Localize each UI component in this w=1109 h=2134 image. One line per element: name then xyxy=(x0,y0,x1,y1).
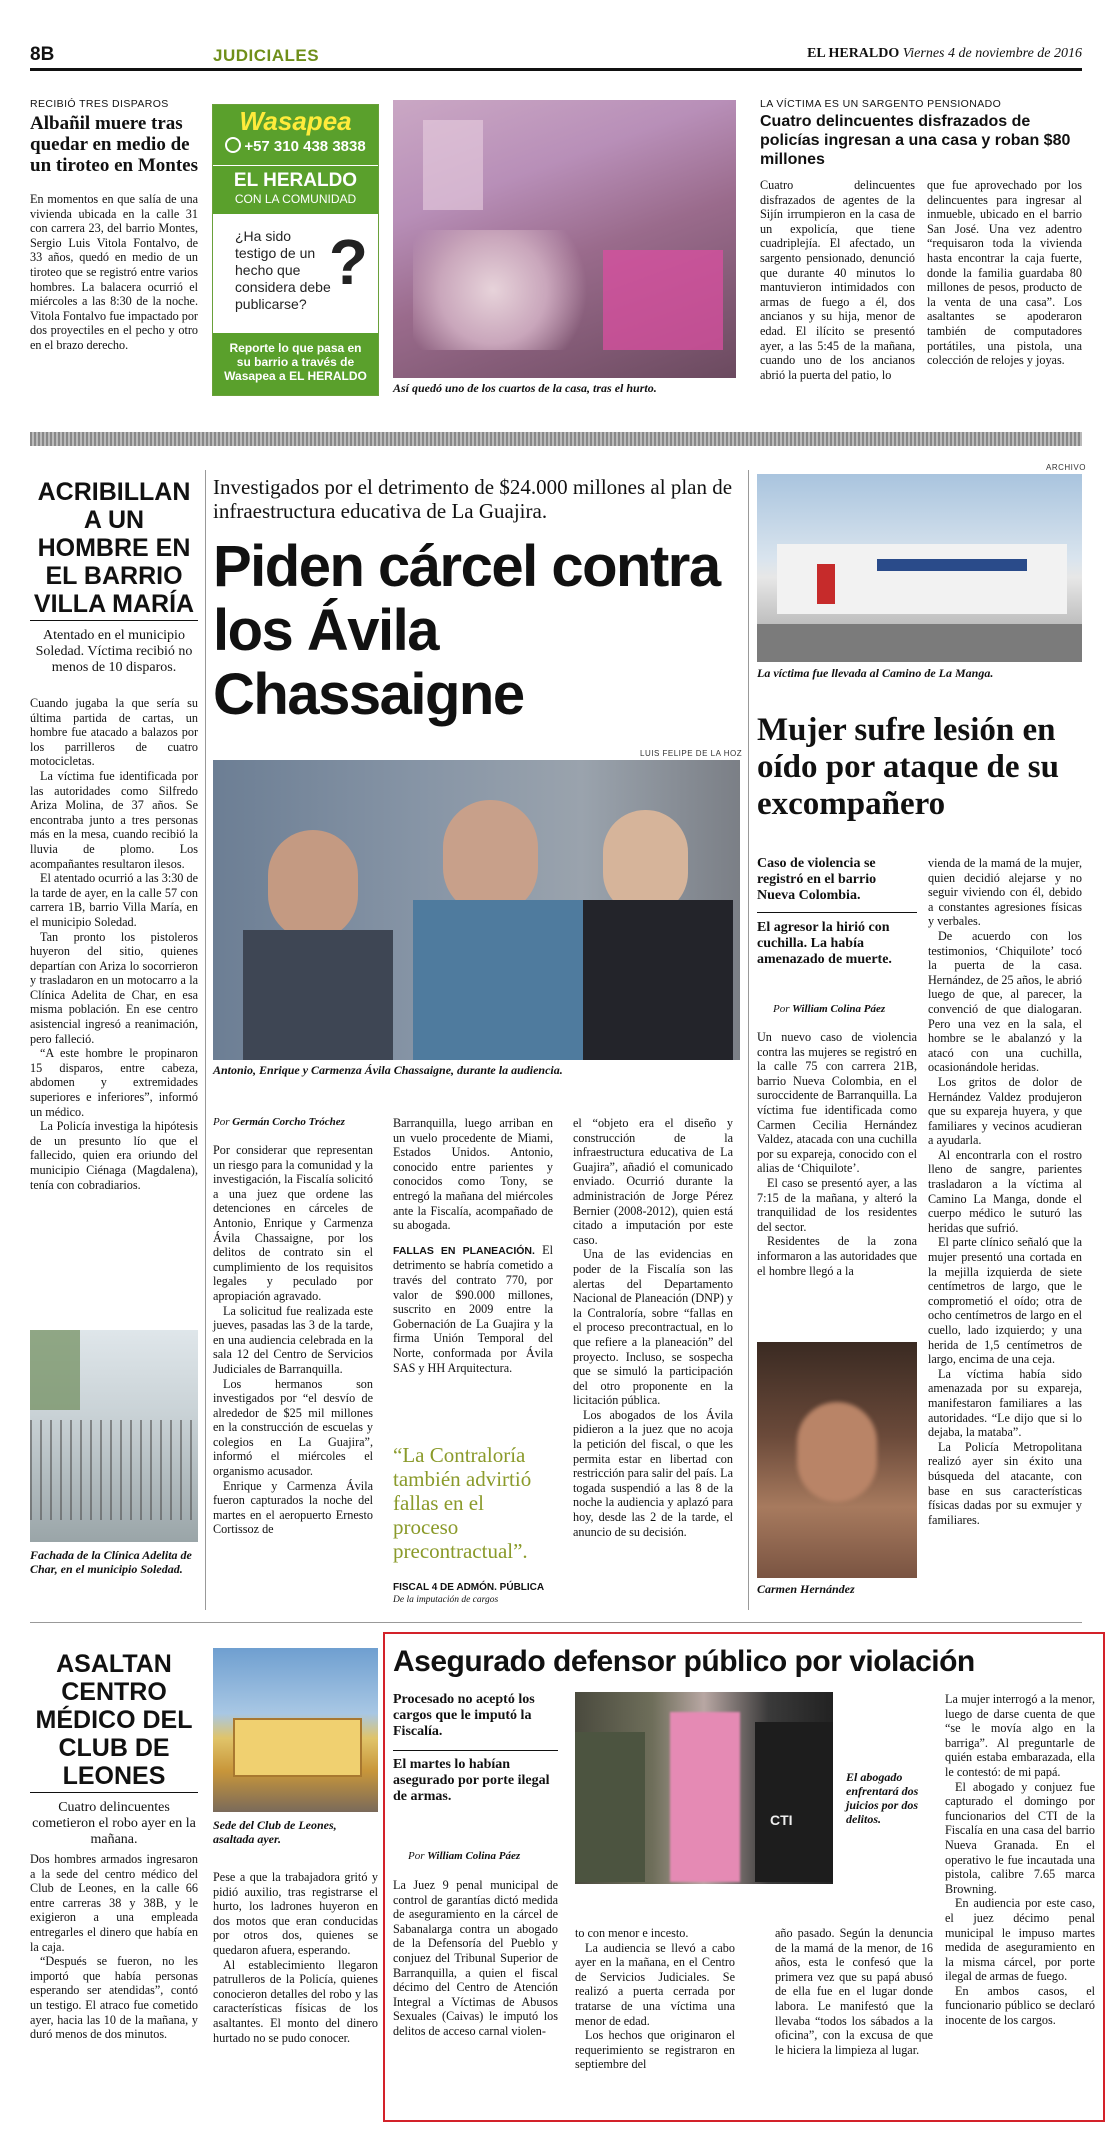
photo-portrait xyxy=(757,1342,917,1578)
story5-paragraph: Un nuevo caso de violencia contra las mujeres se registró en la calle 75 con carrera 21B, barrio Nueva Colombia, en el suroccidente de Barranquilla. La víctima fue identificada como Carmen Cecilia Hernández Valdez, atacada con una cuchilla por su expareja, conocido con el alias de ‘Chiquilote’. xyxy=(757,1030,917,1176)
story5-col1 xyxy=(757,1030,917,1278)
story6-paragraph: Dos hombres armados ingresaron a la sede del centro médico del Club de Leones, en la calle 66 entre carreras 38 y 38B, y le exigieron a una empleada entregarles el dinero que había en la caja. xyxy=(30,1852,198,1954)
story4-headline: Piden cárcel contra los Ávila Chassaigne xyxy=(213,534,720,727)
story7-headline: Asegurado defensor público por violación xyxy=(393,1645,975,1678)
story5-paragraph: vienda de la mamá de la mujer, quien decidió alejarse y no seguir viviendo con él, debido a constantes agresiones físicas y verbales. xyxy=(928,856,1082,929)
story7-deck1: Procesado no aceptó los cargos que le imputó la Fiscalía. xyxy=(393,1692,535,1739)
story7-paragraph: La mujer interrogó a la menor, luego de darse cuenta de que “se le movía algo en la barriga”. Al preguntarle de quién estaba embarazada, ella le contestó: de mi papá. xyxy=(945,1692,1095,1779)
section-rule xyxy=(30,1622,1082,1623)
story5-paragraph: La víctima había sido amenazada por su expareja, manifestaron familiares a las autoridades. “Le dijo que si lo dejaba, la mataba”. xyxy=(928,1366,1082,1440)
story5-paragraph: El parte clínico señaló que la mujer presentó una cortada en la mejilla izquierda de siete centímetros de largo, que le comprometió el oído; otra de ocho centímetros de largo en el cuello, lado izquierdo; y una herida de 1,5 centímetros de largo, encima de una ceja. xyxy=(928,1235,1082,1367)
page-number: 8B xyxy=(30,44,55,65)
story7-paragraph: año pasado. Según la denuncia de la mamá de la menor, de 16 años, esta le confesó que la primera vez que su papá abusó de ella fue en el lugar donde labora. Le manifestó que la llevaba “todos los sábados a la oficina”, con la excusa de que le hiciera la limpieza al lugar. xyxy=(775,1926,933,2057)
story4-col2 xyxy=(393,1116,553,1375)
story3-deck: Atentado en el municipio Soledad. Víctima recibió no menos de 10 disparos. xyxy=(35,628,193,675)
story7-deck2: El martes lo habían asegurado por porte ilegal de armas. xyxy=(393,1757,550,1804)
column-divider xyxy=(748,470,749,1610)
photo-room xyxy=(393,100,736,378)
story3-paragraph: La Policía investiga la hipótesis de un presunto lío que el fallecido, quien era oriundo del municipio Ciénaga (Magdalena), tenía con cobradiarios. xyxy=(30,1119,198,1192)
story6-headline: ASALTAN CENTRO MÉDICO DEL CLUB DE LEONES xyxy=(35,1650,193,1790)
ad-line1: EL HERALDO xyxy=(233,170,358,191)
ad-footer: Reporte lo que pasa en su barrio a través de Wasapea a EL HERALDO xyxy=(213,333,378,395)
story5-col2 xyxy=(928,856,1082,1527)
story3-paragraph: Tan pronto los pistoleros huyeron del sitio, quienes departían con Ariza lo socorrieron y trasladaron en un motocarro a la Clínica Adelita de Char, en esa misma población. En ese centro asistencial ingresó a reanimación, pero falleció. xyxy=(30,929,198,1046)
story6-col2 xyxy=(213,1870,378,2045)
issue-date: Viernes 4 de noviembre de 2016 xyxy=(902,46,1082,61)
story4-paragraph: Por considerar que representan un riesgo para la comunidad y la investigación, la Fiscalía solicitó a una juez que ordene las detenciones en cárceles de Antonio, Enrique y Carmenza Ávila Chassaigne, por los delitos de contrato sin el cumplimiento de los requisitos legales y peculado por apropiación agravado. xyxy=(213,1143,373,1303)
story7-paragraph: El abogado y conjuez fue capturado el domingo por funcionarios del CTI de la Fiscalía en una casa del barrio Nueva Granada. En el operativo le fue incautada una pistola, calibre 7.65 marca Browning. xyxy=(945,1779,1095,1896)
masthead-right xyxy=(740,46,1082,62)
story4-col1 xyxy=(213,1143,373,1537)
story4-photo-credit: LUIS FELIPE DE LA HOZ xyxy=(640,749,743,758)
story7-col2 xyxy=(575,1926,735,2072)
story4-paragraph: Barranquilla, luego arriban en un vuelo procedente de Miami, Estados Unidos. Antonio, conocido entre parientes y conocidos como Tony, se entregó la mañana del miércoles ante la Fiscalía, acompañado de su abogada. xyxy=(393,1116,553,1233)
story5-byline: Por William Colina Páez xyxy=(773,1003,886,1015)
story6-rule xyxy=(30,1792,198,1793)
story4-deck: Investigados por el detrimento de $24.000 millones al plan de infraestructura educativa de La Guajira. xyxy=(213,475,733,523)
photo-clinic xyxy=(30,1330,198,1542)
ad-question: ¿Ha sido testigo de un hecho que considera debe publicarse? ? xyxy=(213,214,378,324)
photo-arrest xyxy=(575,1692,833,1884)
story5-paragraph: Residentes de la zona informaron a las autoridades que el hombre llegó a la xyxy=(757,1234,917,1278)
story7-paragraph: Los hechos que originaron el requerimiento se registraron en septiembre del xyxy=(575,2028,735,2072)
story5-deck-rule xyxy=(757,912,917,913)
story4-subhead: FALLAS EN PLANEACIÓN. xyxy=(393,1244,535,1257)
photo-club xyxy=(213,1648,378,1812)
column-divider xyxy=(205,470,206,1610)
masthead-rule xyxy=(30,68,1082,71)
story5-deck1: Caso de violencia se registró en el barrio Nueva Colombia. xyxy=(757,856,877,903)
story5-photo-credit: ARCHIVO xyxy=(1046,463,1086,472)
story4-paragraph: Enrique y Carmenza Ávila fueron capturados la noche del martes en el aeropuerto Ernesto Cortissoz de xyxy=(213,1478,373,1537)
story4-paragraph: Los abogados de los Ávila pidieron a la juez que no acoja la petición del fiscal, o que les permita estar en libertad con restricción para salir del país. La togada suspendió a las 8 de la noche la audiencia y aplazó para hoy, desde las 2 de la tarde, el anuncio de su decisión. xyxy=(573,1407,733,1539)
photo-hospital-caption: La víctima fue llevada al Camino de La Manga. xyxy=(757,666,994,680)
story5-paragraph: La Policía Metropolitana realizó ayer sin éxito una búsqueda del atacante, con base en sus características físicas dadas por su exmujer y familiares. xyxy=(928,1439,1082,1527)
photo-arrest-caption: El abogado enfrentará dos juicios por dos delitos. xyxy=(846,1770,919,1826)
ad-line2: CON LA COMUNIDAD xyxy=(234,192,357,206)
story5-paragraph: Los gritos de dolor de Hernández Valdez produjeron que su expareja huyera, y que familiares y vecinos acudieran a ayudarla. xyxy=(928,1074,1082,1148)
story4-quote-source: FISCAL 4 DE ADMÓN. PÚBLICA xyxy=(393,1582,545,1593)
photo-room-caption: Así quedó uno de los cuartos de la casa, tras el hurto. xyxy=(393,381,657,395)
story3-paragraph: “A este hombre le propinaron 15 disparos, entre cabeza, abdomen y extremidades superiores e inferiores”, informó un médico. xyxy=(30,1046,198,1119)
story2-headline: Cuatro delincuentes disfrazados de policías ingresan a una casa y roban $80 millones xyxy=(760,113,1071,168)
story2-kicker: LA VÍCTIMA ES UN SARGENTO PENSIONADO xyxy=(760,98,1002,110)
story7-col4 xyxy=(945,1692,1095,2028)
section-name: JUDICIALES xyxy=(213,46,320,65)
story6-deck: Cuatro delincuentes cometieron el robo ayer en la mañana. xyxy=(32,1800,196,1847)
story6-paragraph: “Después se fueron, no les importó que había personas esperando ser atendidas”, contó un testigo. El atraco fue cometido ayer, hacia las 10 de la mañana, y duró menos de dos minutos. xyxy=(30,1954,198,2042)
photo-hospital xyxy=(757,474,1082,662)
story7-paragraph: En audiencia por este caso, el juez décimo penal municipal le impuso martes medida de aseguramiento en la misma cárcel, por porte ilegal de armas de fuego. xyxy=(945,1896,1095,1984)
wasapea-ad xyxy=(212,104,379,396)
story7-col1: La Juez 9 penal municipal de control de garantías dictó medida de aseguramiento en la cárcel de Sabanalarga contra un abogado de la Defensoría del Pueblo y conjuez del Tribunal Superior de Barranquilla, a quien el fiscal décimo del Centro de Atención Integral a Víctimas de Abusos Sexuales (Caivas) le imputó los delitos de acceso carnal violen- xyxy=(393,1878,558,2038)
story4-paragraph: Los hermanos son investigados por “el desvío de alrededor de $25 mil millones en la construcción de escuelas y colegios en La Guajira”, informó el miércoles el organismo acusador. xyxy=(213,1376,373,1479)
photo-hearing xyxy=(213,760,740,1060)
story4-paragraph: FALLAS EN PLANEACIÓN. El detrimento se habría cometido a través del contrato 770, por valor de $90.000 millones, suscrito en 2009 entre la Gobernación de La Guajira y la firma Unión Temporal del Norte, conformada por Ávila SAS y HH Arquitectura. xyxy=(393,1242,553,1375)
section-separator xyxy=(30,432,1082,446)
story7-paragraph: La audiencia se llevó a cabo ayer en la mañana, en el Centro de Servicios Judiciales. Se realizó a puerta cerrada por tratarse de una víctima una menor de edad. xyxy=(575,1940,735,2028)
story5-paragraph: Al encontrarla con el rostro lleno de sangre, parientes trasladaron a la víctima al Camino La Manga, donde el cuerpo médico le suturó las heridas que sufrió. xyxy=(928,1147,1082,1235)
story5-headline: Mujer sufre lesión en oído por ataque de su excompañero xyxy=(757,712,1059,822)
story6-col1 xyxy=(30,1852,198,2042)
story3-headline: ACRIBILLAN A UN HOMBRE EN EL BARRIO VILLA MARÍA xyxy=(33,478,195,618)
story3-paragraph: El atentado ocurrió a las 3:30 de la tarde de ayer, en la calle 57 con carrera 1B, barrio Villa María, en el municipio Soledad. xyxy=(30,871,198,929)
story2-col1: Cuatro delincuentes disfrazados de agentes de la Sijín irrumpieron en la casa de un expolicía, que tiene cuadriplejía. El afectado, un sargento pensionado, denunció que durante 40 minutos lo mantuvieron intimidados con armas de fuego a él, dos ancianos y su hija, menor de edad. El ilícito se presentó ayer, a las 5:45 de la mañana, cuando uno de los ancianos abrió la puerta del patio, lo xyxy=(760,178,915,382)
story6-paragraph: Al establecimiento llegaron patrulleros de la Policía, quienes conocieron detalles del robo y las características físicas de los asaltantes. El monto del dinero hurtado no se pudo conocer. xyxy=(213,1957,378,2045)
story3-rule xyxy=(30,620,198,621)
story5-deck2: El agresor la hirió con cuchilla. La había amenazado de muerte. xyxy=(757,920,892,967)
story7-col3 xyxy=(775,1926,933,2057)
ad-brand: Wasapea xyxy=(239,106,352,136)
story4-pullquote: “La Contraloría también advirtió fallas en el proceso precontractual”. xyxy=(393,1443,532,1563)
story3-paragraph: La víctima fue identificada por las autoridades como Silfredo Ariza Molina, de 37 años. Se encontraba junto a tres personas más en la mesa, cuando recibió la lluvia de plomo. Los acompañantes resultaron ilesos. xyxy=(30,768,198,871)
paper-name: EL HERALDO xyxy=(807,46,900,61)
ad-band xyxy=(213,165,378,214)
story3-body xyxy=(30,696,198,1192)
story4-quote-source-detail: De la imputación de cargos xyxy=(393,1595,499,1605)
photo-hearing-caption: Antonio, Enrique y Carmenza Ávila Chassaigne, durante la audiencia. xyxy=(213,1063,563,1077)
story4-paragraph: La solicitud fue realizada este jueves, pasadas las 3 de la tarde, en una audiencia celebrada en la sala 12 del Centro de Servicios Judiciales de Barranquilla. xyxy=(213,1303,373,1376)
story4-byline: Por Germán Corcho Tróchez xyxy=(213,1116,345,1128)
story6-paragraph: Pese a que la trabajadora gritó y pidió auxilio, tras registrarse el hurto, los ladrones huyeron en dos motos que eran conducidas por otros dos, quienes se quedaron afuera, esperando. xyxy=(213,1870,378,1957)
story1-kicker: RECIBIÓ TRES DISPAROS xyxy=(30,98,169,110)
photo-club-caption: Sede del Club de Leones, asaltada ayer. xyxy=(213,1818,337,1846)
story1-headline: Albañil muere tras quedar en medio de un tiroteo en Montes xyxy=(30,113,198,176)
ad-top xyxy=(213,105,378,165)
story5-paragraph: De acuerdo con los testimonios, ‘Chiquilote’ tocó la puerta de la casa. Hernández, de 25 años, le abrió luego de que, al parecer, la convenció de que dialogaran. Pero una vez en la sala, el hombre se le abalanzó y la atacó con una cuchilla, ocasionándole heridas. xyxy=(928,928,1082,1075)
ad-phone: +57 310 438 3838 xyxy=(213,137,378,157)
story7-deck-rule xyxy=(393,1750,558,1751)
story5-paragraph: El caso se presentó ayer, a las 7:15 de la mañana, y alteró la tranquilidad de los residentes del sector. xyxy=(757,1175,917,1234)
story4-paragraph: Una de las evidencias en poder de la Fiscalía son las alertas del Departamento Nacional de Planeación (DNP) y la Contraloría, sobre “fallas en el proceso precontractual, en lo que refiere a la planeación” del proyecto. Incluso, se sospecha que se simuló la participación del otro proponente en la licitación pública. xyxy=(573,1247,733,1408)
story7-paragraph: En ambos casos, el funcionario público se declaró inocente de los cargos. xyxy=(945,1983,1095,2028)
cti-badge: CTI xyxy=(770,1812,793,1828)
story4-paragraph: el “objeto era el diseño y construcción de la infraestructura educativa de La Guajira”, añadió el comunicado enviado. Ocurrió durante la administración de Jorge Pérez Bernier (2008-2012), quien está citado a imputación por este caso. xyxy=(573,1116,733,1247)
story2-col2: que fue aprovechado por los delincuentes para ingresar al inmueble, ubicado en el barrio San José. Una vez adentro “requisaron toda la vivienda hasta encontrar la caja fuerte, donde la familia guardaba 80 millones de pesos, producto de la venta de una casa”. Los asaltantes se apoderaron también de computadores portátiles, una pistola, una colección de relojes y joyas. xyxy=(927,178,1082,368)
story7-byline: Por William Colina Páez xyxy=(408,1850,521,1862)
story4-col3 xyxy=(573,1116,733,1539)
photo-clinic-caption: Fachada de la Clínica Adelita de Char, en el municipio Soledad. xyxy=(30,1548,192,1576)
photo-portrait-caption: Carmen Hernández xyxy=(757,1582,855,1596)
question-mark-icon: ? xyxy=(328,226,368,298)
story3-paragraph: Cuando jugaba la que sería su última partida de cartas, un hombre fue atacado a balazos por los parrilleros de cuatro motocicletas. xyxy=(30,696,198,769)
story1-body: En momentos en que salía de una vivienda ubicada en la calle 31 con carrera 23, del barrio Montes, Sergio Luis Vitola Fontalvo, de 33 años, quedó en medio de un tiroteo que se registró entre varios hombres. La balacera ocurrió el miércoles a las 8:30 de la noche. Vitola Fontalvo fue impactado por dos proyectiles en el pecho y otro en el brazo derecho. xyxy=(30,192,198,352)
story7-paragraph: to con menor e incesto. xyxy=(575,1926,689,1940)
whatsapp-icon xyxy=(225,137,241,153)
